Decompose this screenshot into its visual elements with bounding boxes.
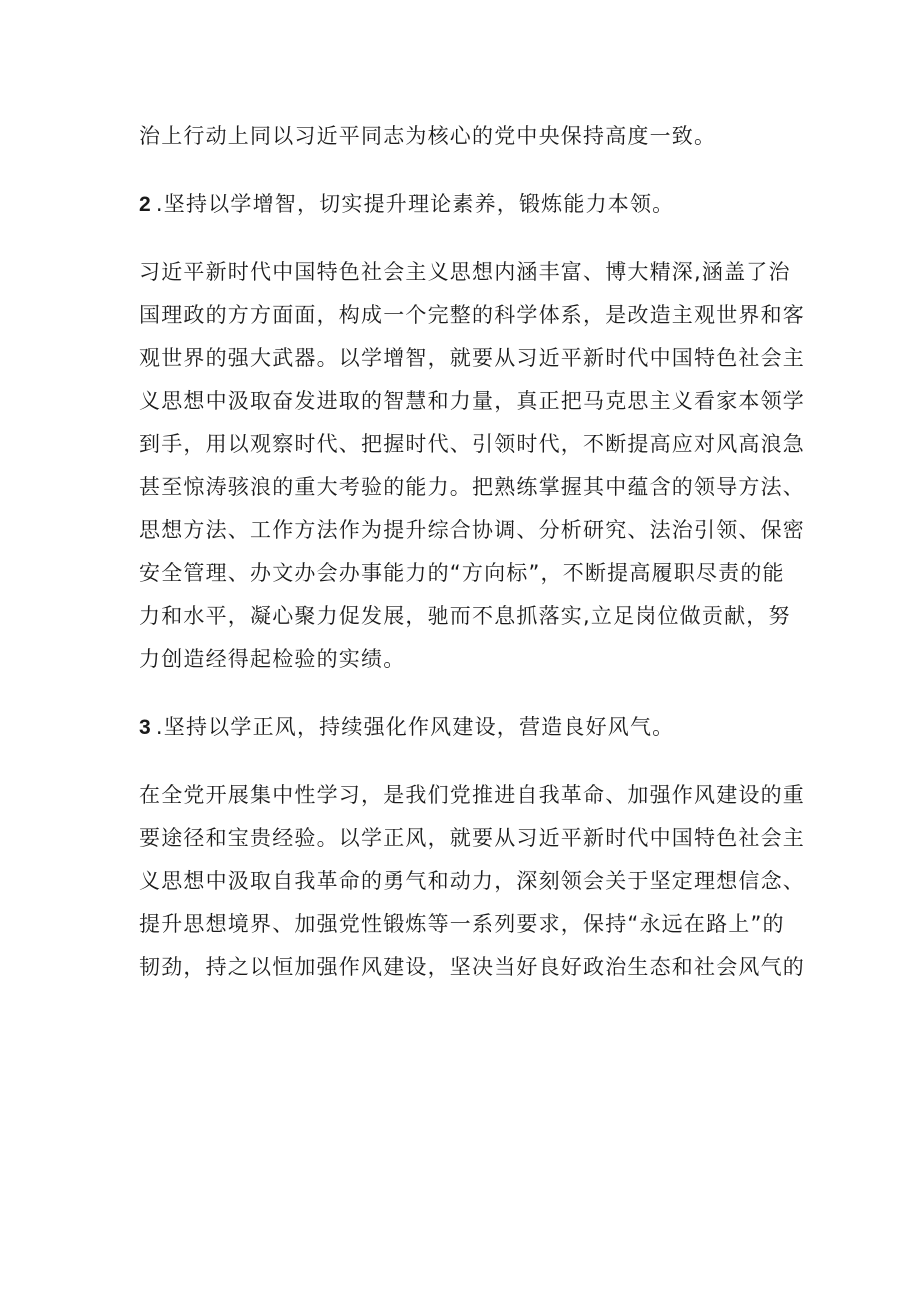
paragraph-line: 力创造经得起检验的实绩。: [139, 647, 406, 671]
section-2-heading: [139, 189, 674, 220]
section-2-title: .坚持以学增智，切实提升理论素养，锻炼能力本领。: [155, 192, 675, 216]
paragraph-line: 习近平新时代中国特色社会主义思想内涵丰富、博大精深,涵盖了治: [139, 260, 791, 284]
paragraph-line: 安全管理、办文办会办事能力的“方向标”，不断提高履职尽责的能: [139, 561, 785, 585]
paragraph-line: 力和水平，凝心聚力促发展，驰而不息抓落实,立足岗位做贡献，努: [139, 604, 791, 628]
lead-in-line: 治上行动上同以习近平同志为核心的党中央保持高度一致。: [139, 124, 717, 148]
paragraph-line: 要途径和宝贵经验。以学正风，就要从习近平新时代中国特色社会主: [139, 826, 805, 850]
section-3-number: 3: [139, 716, 152, 739]
paragraph-line: 义思想中汲取自我革命的勇气和动力，深刻领会关于坚定理想信念、: [139, 869, 805, 893]
paragraph-line: 提升思想境界、加强党性锻炼等一系列要求，保持“永远在路上”的: [139, 912, 785, 936]
section-2-number: 2: [139, 193, 152, 216]
paragraph-line: 在全党开展集中性学习，是我们党推进自我革命、加强作风建设的重: [139, 783, 805, 807]
paragraph-line: 甚至惊涛骇浪的重大考验的能力。把熟练掌握其中蕴含的领导方法、: [139, 475, 805, 499]
paragraph-line: 思想方法、工作方法作为提升综合协调、分析研究、法治引领、保密: [139, 518, 805, 542]
section-3-heading: [139, 712, 674, 743]
paragraph-line: 义思想中汲取奋发进取的智慧和力量，真正把马克思主义看家本领学: [139, 389, 805, 413]
paragraph-line: 韧劲，持之以恒加强作风建设，坚决当好良好政治生态和社会风气的: [139, 955, 805, 979]
section-3-title: .坚持以学正风，持续强化作风建设，营造良好风气。: [155, 715, 675, 739]
paragraph-line: 到手，用以观察时代、把握时代、引领时代，不断提高应对风高浪急: [139, 432, 805, 456]
paragraph-line: 观世界的强大武器。以学增智，就要从习近平新时代中国特色社会主: [139, 346, 805, 370]
paragraph-line: 国理政的方方面面，构成一个完整的科学体系，是改造主观世界和客: [139, 303, 805, 327]
